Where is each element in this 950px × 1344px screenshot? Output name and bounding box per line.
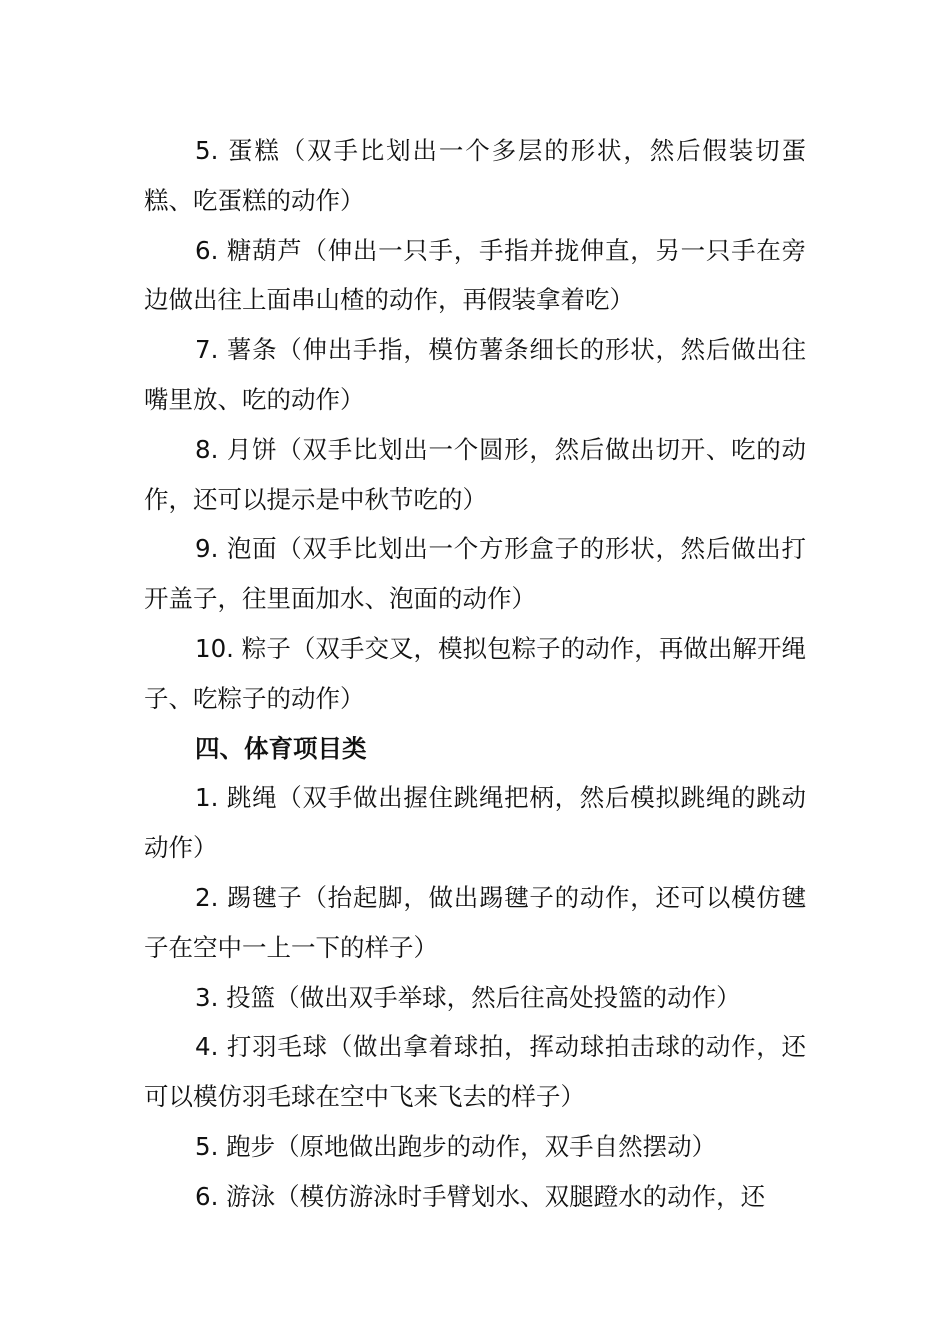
list-item-zongzi: 10. 粽子（双手交叉，模拟包粽子的动作，再做出解开绳子、吃粽子的动作）	[144, 633, 806, 713]
list-item-badminton: 4. 打羽毛球（做出拿着球拍，挥动球拍击球的动作，还可以模仿羽毛球在空中飞来飞去的样子）	[144, 1032, 806, 1112]
list-item-fries: 7. 薯条（伸出手指，模仿薯条细长的形状，然后做出往嘴里放、吃的动作）	[144, 335, 806, 414]
list-item-cake: 5. 蛋糕（双手比划出一个多层的形状，然后假装切蛋糕、吃蛋糕的动作）	[144, 136, 806, 215]
list-item-jump-rope: 1. 跳绳（双手做出握住跳绳把柄，然后模拟跳绳的跳动动作）	[144, 783, 806, 863]
list-item-mooncake: 8. 月饼（双手比划出一个圆形，然后做出切开、吃的动作，还可以提示是中秋节吃的）	[144, 434, 806, 514]
section-heading-sports: 四、体育项目类	[195, 733, 367, 763]
list-item-basketball: 3. 投篮（做出双手举球，然后往高处投篮的动作）	[195, 982, 741, 1012]
list-item-running: 5. 跑步（原地做出跑步的动作，双手自然摆动）	[195, 1131, 717, 1161]
list-item-tanghulu: 6. 糖葫芦（伸出一只手，手指并拢伸直，另一只手在旁边做出往上面串山楂的动作，再假装拿着吃）	[144, 235, 806, 315]
document-page	[144, 126, 806, 1222]
list-item-swimming: 6. 游泳（模仿游泳时手臂划水、双腿蹬水的动作，还	[195, 1181, 766, 1211]
list-item-instant-noodles: 9. 泡面（双手比划出一个方形盒子的形状，然后做出打开盖子，往里面加水、泡面的动作）	[144, 534, 806, 614]
list-item-shuttlecock: 2. 踢毽子（抬起脚，做出踢毽子的动作，还可以模仿毽子在空中一上一下的样子）	[144, 882, 806, 962]
